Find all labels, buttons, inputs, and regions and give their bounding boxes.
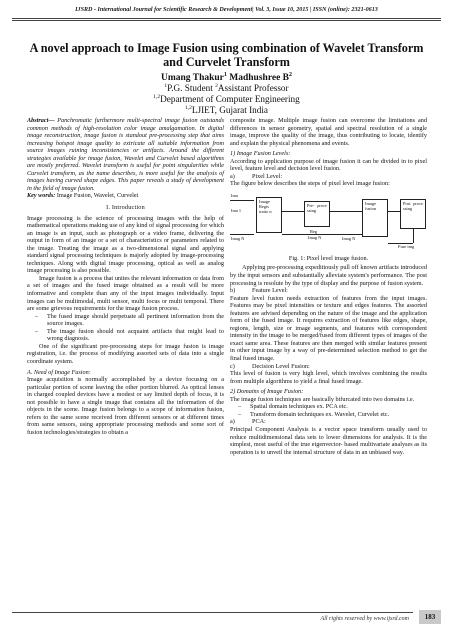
department: Department of Computer Engineering [160,94,300,105]
registered-image-n-label: Imag N [308,234,322,240]
arrow-line [388,211,400,212]
arrow-line [330,211,362,212]
preprocessing-box: Pre- proce ssing [304,201,330,227]
item-label: c) [230,362,235,370]
requirement-bullet-2 [35,328,224,343]
abstract-text: Panchromatic furthermore multi-spectral image fusion outstands common methods of high-resolution color image amalgamation. In digital image reconstruction, image fusion is standout pre-processing step that aims increasing hotspot image quality to extricate all suitable information from source images ruining inconsistencies or artifacts. Around the different strategies available for image fusion, Wavelet and Curvelet based algorithms are mostly preferred. Wavelet transform is useful for point singularities while Curvelet transform, as the name describes, is more useful for the analysis of images having curved shape edges. This paper reveals a study of development in the field of image fusion. [27,117,224,192]
domain-bullet-2 [238,411,427,419]
arrow-line [282,211,304,212]
page-number: 183 [419,610,441,624]
left-column [27,117,224,436]
author-1: Umang Thakur [160,73,224,84]
aff-sup: 1 [164,83,168,89]
header-rule [12,18,441,19]
subsection-heading-levels: 1) Image Fusion Levels: [230,150,291,158]
item-title: PCA: [252,418,266,426]
pixel-level-text: The figure below describes the steps of pixel level image fusion: [230,180,390,188]
arrow-line [413,229,414,243]
item-label: a) [230,172,235,180]
keywords-text: Image Fusion, Wavelet, Curvelet [55,192,139,200]
registered-label: Reg [310,228,318,234]
bullet-text: The fused image should perpetuate all pertinent information from the source images. [47,312,224,328]
right-column [230,117,427,456]
keywords [27,192,224,200]
pixel-level-heading [230,173,427,181]
domain-bullet-1 [238,403,427,411]
preprocessing-paragraph: Applying pre-processing expeditiously pull off known artifacts introduced by the input sensors and substantially alleviate system's performance. The post processing is resolute by the type of display and the purpose of fusion system. [230,264,427,287]
paper-title: A novel approach to Image Fusion using combination of Wavelet Transform and Curvelet Transform [29,41,424,69]
aff-sup: 1,2 [185,105,192,111]
role-1: P.G. Student [167,83,213,94]
dash-icon: – [238,410,242,418]
intro-paragraph-1: Image processing is the science of processing images with the help of mathematical operations making use of any kind of signal processing for which an image is an input, such as photograph or a video frame, delivering the output in form of an image or a set of characteristics or parameters related to the image. Treating the image as a two-dimensional signal and applying standard signal processing techniques is majorly adopted by image-processing techniques. Along with digital image processing, optical as well as analog image processing is also possible. [27,214,224,275]
feature-level-text: Feature level fusion needs extraction of features from the input images. Features may be pixel intensities or texture and edges features. The assorted features are advised depending on the nature of the image and the application form of the fused image. It requires extraction of features like edges, shape, regions, length, size or image segments, and features with correspondent intensity in the image to be merged/fused from different types of images of the exact same area. These features are then merged with similar features present in other input image by a way of pre-determined selection method to get the final fused image. [230,294,427,363]
fusion-box: Image fusion [362,199,388,237]
continued-paragraph: composite image. Multiple image fusion can overcome the limitations and differences in sensor geometry, spatial and spectral resolution of a single image, improve the quality of the image, thus contributing to locate, identify and explain the physical phenomena and events. [230,117,427,147]
pixel-fusion-diagram [230,191,427,253]
arrow-line [230,234,254,235]
arrow-line [282,234,362,235]
bullet-text: Spatial domain techniques ex. PCA etc. [250,403,348,411]
levels-paragraph: According to application purpose of image fusion it can be divided in to pixel level, feature level and decision level fusion. [230,157,427,173]
image-n-label: Imag N [342,235,356,241]
requirement-bullet-1 [35,313,224,328]
pca-heading [230,418,427,426]
journal-header: IJSRD - International Journal for Scientific Research & Development| Vol. 3, Issue 10, 2015 | ISSN (online): 2321-0613 [75,7,378,13]
abstract-label: Abstract— [27,117,55,124]
registration-box: Image Regis tratio n [256,197,282,233]
author-2-sup: 2 [289,72,293,78]
decision-level-heading [230,363,427,371]
domains-paragraph: The image fusion techniques are basically bifurcated into two domains i.e. [230,395,415,403]
intro-paragraph-2: Image fusion is a process that unites the relevant information or data from a set of images and the fused image obtained as a result will be more informative and complete than any of the input images individually. Input images can be multimodal, multi sensor, multi focus or multi temporal. There are some grievous requirements for the image fusion process. [27,274,224,313]
item-title: Pixel Level: [252,172,283,180]
feature-level-heading [230,287,427,295]
input-image-1-label: Ima [231,192,238,198]
input-image-n-label: Imag N [231,235,245,241]
item-title: Feature Level: [252,287,288,295]
intro-paragraph-3: One of the significant pre-processing steps for image fusion is image registration, i.e. the process of modifying assorted sets of data into a single coordinate system. [27,342,224,365]
aff-sup: 1,2 [153,94,161,100]
subsection-heading-domains: 2) Domains of Image Fusion: [230,388,304,396]
dash-icon: – [35,312,39,320]
subsection-heading-need: A. Need of Image Fusion: [27,368,91,376]
abstract [27,117,224,192]
fused-image-label: Fuse img [398,243,415,249]
affiliation-institute [0,103,453,116]
bullet-text: Transform domain techniques ex. Wavelet, Curvelet etc. [250,410,390,418]
arrow-line [230,200,254,201]
keywords-label: Key words: [27,192,56,200]
figure-caption: Fig. 1: Pixel level image fusion. [288,254,369,262]
footer-rights: All rights reserved by www.ijsrd.com [320,616,409,622]
role-2: Assistant Professor [217,83,289,94]
footer-rule [12,612,413,613]
author-2: Madhushree B [229,73,290,84]
institute: LJIET, Gujarat India [191,105,268,116]
postprocessing-box: Post proce ssing [400,199,426,229]
pca-text: Principal Component Analysis is a vector space transform usually used to reduce multidimensional data sets to lower dimensions for analysis. It is the simplest, most useful of the true eigenvector- based multivariate analyses as its operation is to unveil the internal structure of data in an unbiased way. [230,425,427,456]
dash-icon: – [238,403,242,411]
decision-level-text: This level of fusion is very high level, which involves combining the results from multiple algorithms to yield a final fused image. [230,370,427,385]
item-label: b) [230,287,236,295]
author-1-sup: 1 [223,72,227,78]
item-label: a) [230,418,235,426]
header-rule-thin [12,20,441,21]
item-title: Decision Level Fusion: [252,362,310,370]
need-paragraph: Image acquisition is normally accomplished by a device focusing on a particular portion of scene leaving the other portion blurred. As optical lenses in charged coupled devices have a modest or say limited depth of focus, it is not possible to have a single image that contains all the information of the objects in the scene. Image fusion belongs to a scope of information fusion, refers to the same scene received from different sensors or at different times from same sensors, using appropriate processing methods and some sort of fusion technologies/strategies to obtain a [27,376,224,436]
bullet-text: The image fusion should not acquaint artifacts that might lead to wrong diagnosis. [47,327,224,343]
aff-sup: 2 [215,83,218,89]
input-image-1b-label: Ima 1 [231,207,242,213]
section-heading-introduction: I. Introduction [106,204,145,212]
dash-icon: – [35,327,39,335]
